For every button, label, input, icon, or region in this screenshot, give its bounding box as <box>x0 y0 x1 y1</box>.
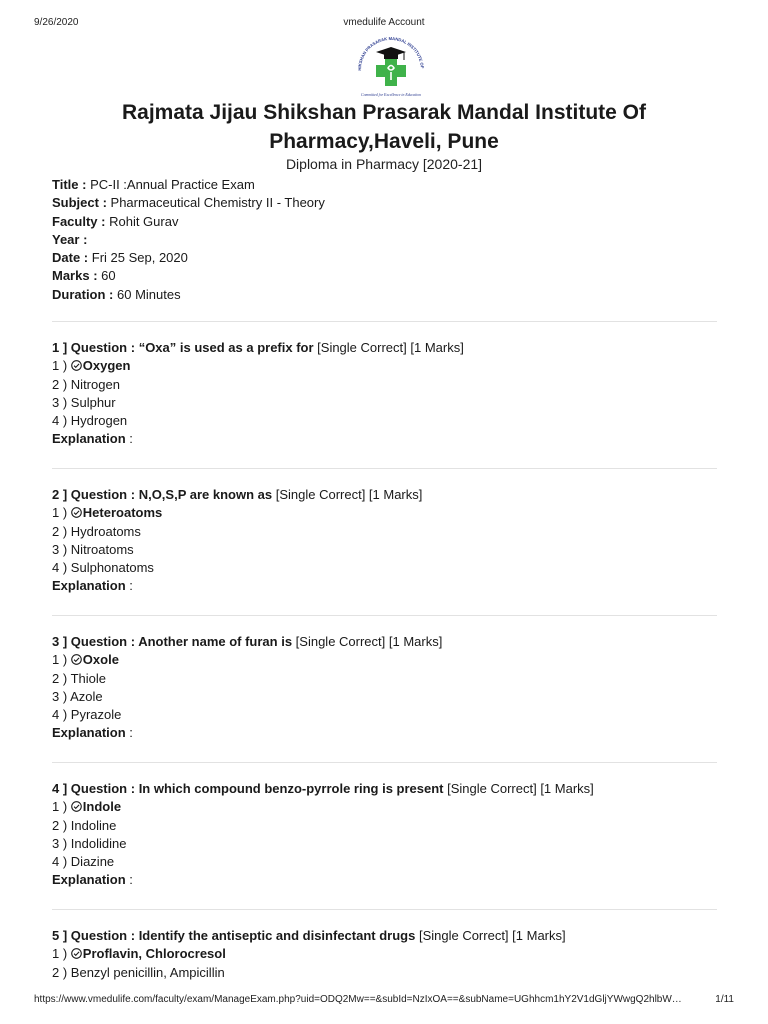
institute-name: Rajmata Jijau Shikshan Prasarak Mandal Institute Of Pharmacy,Haveli, Pune <box>121 101 646 153</box>
option-index: 1 ) <box>52 358 71 374</box>
question-prefix: ] Question : <box>59 781 139 796</box>
option-index: 4 ) <box>52 707 71 723</box>
meta-value: 60 <box>101 268 116 284</box>
question-2 <box>52 486 732 596</box>
option-index: 2 ) <box>52 964 71 980</box>
option-text: Hydrogen <box>70 413 128 429</box>
question-line <box>52 633 732 651</box>
question-text: In which compound benzo-pyrrole ring is present <box>138 781 444 796</box>
option-3 <box>52 394 732 412</box>
option-text: Oxygen <box>82 358 131 374</box>
option-4 <box>52 706 732 724</box>
question-text: Identify the antiseptic and disinfectant drugs <box>138 928 416 943</box>
explanation-label: Explanation <box>52 578 126 594</box>
question-prefix: ] Question : <box>59 634 139 649</box>
question-4 <box>52 780 732 890</box>
question-text: N,O,S,P are known as <box>138 487 273 502</box>
option-text: Thiole <box>70 670 106 686</box>
explanation-label: Explanation <box>52 725 126 741</box>
option-text: Indoline <box>70 817 117 833</box>
correct-check-icon <box>71 948 82 959</box>
meta-value: 60 Minutes <box>117 286 181 302</box>
logo-tagline: Committed for Excellence in Education <box>361 93 421 97</box>
question-1 <box>52 339 732 449</box>
option-1 <box>52 357 732 375</box>
option-2 <box>52 376 732 394</box>
divider <box>52 615 717 616</box>
question-number: 3 <box>52 634 60 649</box>
option-index: 2 ) <box>52 376 71 392</box>
correct-check-icon <box>71 360 82 371</box>
program-name: Diploma in Pharmacy [2020-21] <box>285 156 483 172</box>
option-3 <box>52 688 732 706</box>
option-1 <box>52 798 732 816</box>
meta-label: Year : <box>52 231 88 247</box>
option-text: Indole <box>82 799 122 815</box>
option-index: 3 ) <box>52 835 71 851</box>
option-1 <box>52 504 732 522</box>
option-3 <box>52 835 732 853</box>
option-2 <box>52 817 732 835</box>
explanation-sep: : <box>125 872 133 888</box>
meta-label: Subject : <box>52 195 107 211</box>
meta-value: Rohit Gurav <box>109 213 179 229</box>
divider <box>52 762 717 763</box>
option-index: 1 ) <box>52 946 71 962</box>
option-text: Oxole <box>82 652 119 668</box>
option-index: 2 ) <box>52 817 71 833</box>
logo-arc-text: HIKSHAN PRASARAK MANDAL INSTITUTE OF <box>356 36 425 71</box>
option-text: Diazine <box>70 854 115 870</box>
correct-check-icon <box>71 507 82 518</box>
print-footer <box>0 994 768 1008</box>
option-index: 3 ) <box>52 541 71 557</box>
meta-label: Date : <box>52 250 89 266</box>
divider <box>52 468 717 469</box>
explanation <box>52 871 732 889</box>
question-type: [Single Correct] [1 Marks] <box>292 634 443 649</box>
question-text: Another name of furan is <box>138 634 293 649</box>
question-line <box>52 927 732 945</box>
print-header <box>0 17 768 31</box>
meta-marks <box>52 267 325 285</box>
meta-year <box>52 231 325 249</box>
question-5 <box>52 927 732 982</box>
option-text: Nitroatoms <box>70 541 134 557</box>
option-1 <box>52 945 732 963</box>
explanation-label: Explanation <box>52 431 126 447</box>
meta-label: Faculty : <box>52 213 106 229</box>
page-number: 1/11 <box>715 994 734 1005</box>
option-2 <box>52 670 732 688</box>
option-2 <box>52 964 732 982</box>
option-index: 4 ) <box>52 854 71 870</box>
option-index: 4 ) <box>52 560 71 576</box>
meta-value: Pharmaceutical Chemistry II - Theory <box>110 195 325 211</box>
option-text: Azole <box>70 688 103 704</box>
correct-check-icon <box>71 801 82 812</box>
meta-duration <box>52 286 325 304</box>
meta-label: Marks : <box>52 268 98 284</box>
option-3 <box>52 541 732 559</box>
institute-logo-icon <box>352 36 430 98</box>
meta-label: Title : <box>52 177 87 192</box>
question-number: 1 <box>52 340 60 355</box>
option-2 <box>52 523 732 541</box>
option-text: Indolidine <box>70 835 127 851</box>
option-text: Hydroatoms <box>70 523 141 539</box>
option-4 <box>52 559 732 577</box>
meta-value: PC-II :Annual Practice Exam <box>90 177 255 192</box>
print-url[interactable]: https://www.vmedulife.com/faculty/exam/ManageExam.php?uid=ODQ2Mw==&subId=NzIxOA==&subName=UGhhcm1hY2V1dGljYWwgQ2hlbW… <box>34 994 682 1005</box>
question-prefix: ] Question : <box>59 487 139 502</box>
meta-title <box>52 176 325 194</box>
print-date: 9/26/2020 <box>34 17 79 28</box>
explanation-sep: : <box>125 725 133 741</box>
meta-label: Duration : <box>52 286 114 302</box>
divider <box>52 321 717 322</box>
question-line <box>52 780 732 798</box>
institute-logo <box>352 36 430 98</box>
question-number: 5 <box>52 928 60 943</box>
meta-subject <box>52 194 325 212</box>
explanation <box>52 430 732 448</box>
explanation-sep: : <box>125 431 133 447</box>
option-4 <box>52 412 732 430</box>
option-index: 1 ) <box>52 652 71 668</box>
option-text: Heteroatoms <box>82 505 163 521</box>
question-type: [Single Correct] [1 Marks] <box>415 928 566 943</box>
explanation <box>52 577 732 595</box>
option-4 <box>52 853 732 871</box>
meta-date <box>52 249 325 267</box>
option-index: 2 ) <box>52 670 71 686</box>
question-number: 2 <box>52 487 60 502</box>
option-text: Sulphonatoms <box>70 560 154 576</box>
question-line <box>52 486 732 504</box>
option-index: 2 ) <box>52 523 71 539</box>
print-title: vmedulife Account <box>343 17 425 28</box>
question-type: [Single Correct] [1 Marks] <box>272 487 423 502</box>
option-text: Nitrogen <box>70 376 120 392</box>
option-index: 1 ) <box>52 505 71 521</box>
question-number: 4 <box>52 781 60 796</box>
question-prefix: ] Question : <box>59 340 139 355</box>
option-text: Benzyl penicillin, Ampicillin <box>70 964 225 980</box>
exam-meta <box>52 176 325 304</box>
meta-value: Fri 25 Sep, 2020 <box>91 250 188 266</box>
option-text: Proflavin, Chlorocresol <box>82 946 226 962</box>
correct-check-icon <box>71 654 82 665</box>
question-type: [Single Correct] [1 Marks] <box>313 340 464 355</box>
option-index: 1 ) <box>52 799 71 815</box>
divider <box>52 909 717 910</box>
question-type: [Single Correct] [1 Marks] <box>443 781 594 796</box>
option-index: 3 ) <box>52 688 71 704</box>
explanation <box>52 724 732 742</box>
meta-faculty <box>52 213 325 231</box>
question-line <box>52 339 732 357</box>
option-text: Pyrazole <box>70 707 122 723</box>
question-prefix: ] Question : <box>59 928 139 943</box>
option-index: 3 ) <box>52 394 71 410</box>
explanation-sep: : <box>125 578 133 594</box>
question-text: “Oxa” is used as a prefix for <box>138 340 314 355</box>
option-index: 4 ) <box>52 413 71 429</box>
option-text: Sulphur <box>70 394 116 410</box>
question-3 <box>52 633 732 743</box>
explanation-label: Explanation <box>52 872 126 888</box>
option-1 <box>52 651 732 669</box>
